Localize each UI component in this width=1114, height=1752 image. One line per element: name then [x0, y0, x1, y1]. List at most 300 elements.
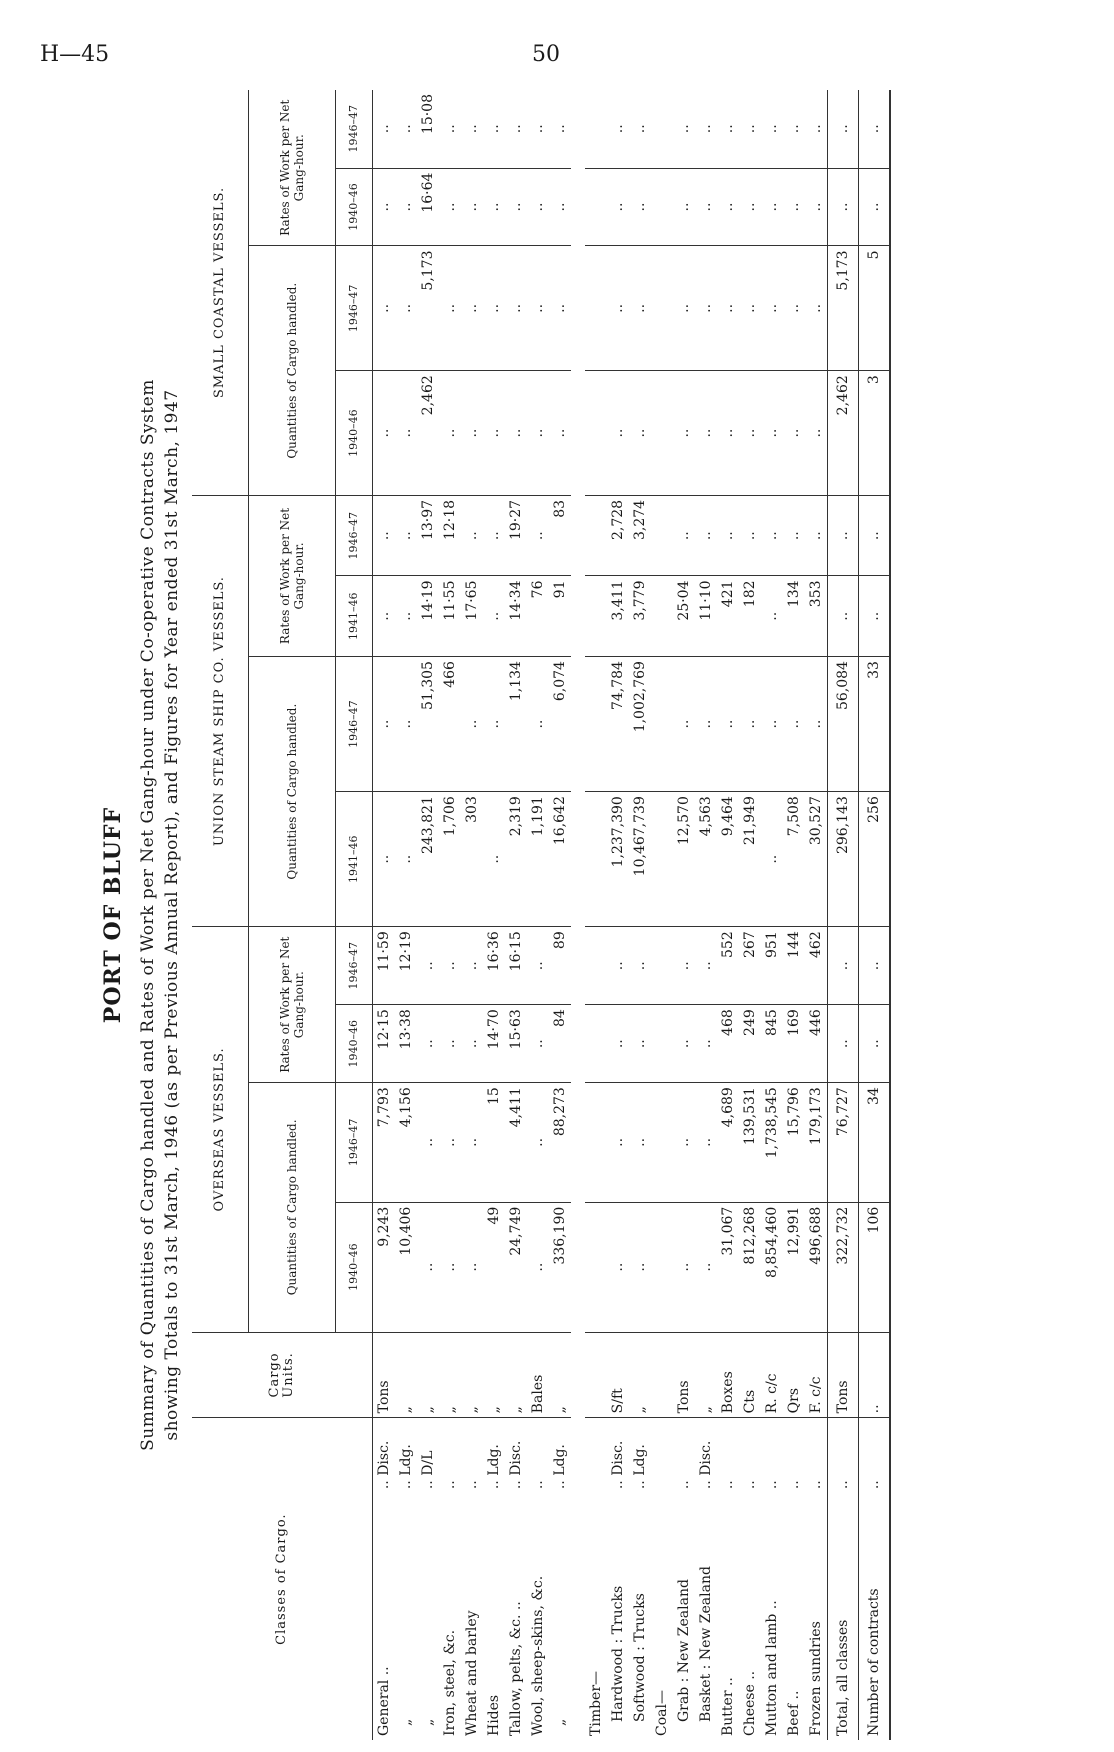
value-cell: ..: [607, 246, 629, 371]
value-cell: ..: [717, 168, 739, 246]
loading-type-cell: .. D/L: [420, 1450, 436, 1490]
value-cell: 16,642: [549, 792, 571, 927]
value-cell: ..: [527, 657, 549, 792]
value-cell: [651, 657, 673, 792]
value-cell: 16·64: [417, 168, 439, 246]
value-cell: 336,190: [549, 1202, 571, 1332]
value-cell: ..: [373, 576, 396, 657]
header-year: 1940–46: [336, 1202, 373, 1332]
value-cell: ..: [695, 371, 717, 496]
value-cell: ..: [549, 168, 571, 246]
page-number: 50: [532, 42, 560, 67]
header-cargo-units: Cargo Units.: [192, 1332, 373, 1418]
cargo-unit-cell: ..: [859, 1332, 891, 1418]
value-cell: ..: [505, 90, 527, 168]
value-cell: ..: [527, 495, 549, 576]
value-cell: 12,991: [783, 1202, 805, 1332]
cargo-unit-cell: „: [483, 1332, 505, 1418]
value-cell: ..: [417, 1083, 439, 1203]
loading-type-cell: ..: [442, 1480, 458, 1490]
value-cell: 11·55: [439, 576, 461, 657]
value-cell: 9,243: [373, 1202, 396, 1332]
value-cell: 34: [859, 1083, 891, 1203]
loading-type-cell: .. Disc.: [508, 1440, 524, 1490]
cargo-class-cell: Timber—: [588, 1670, 604, 1736]
cargo-class-cell: Total, all classes: [828, 1493, 859, 1740]
value-cell: 89: [549, 927, 571, 1005]
value-cell: 76: [527, 576, 549, 657]
value-cell: ..: [417, 1005, 439, 1083]
value-cell: ..: [527, 371, 549, 496]
value-cell: [585, 1083, 607, 1203]
value-cell: ..: [607, 168, 629, 246]
cargo-unit-cell: Bales: [527, 1332, 549, 1418]
value-cell: ..: [717, 371, 739, 496]
value-cell: 3,274: [629, 495, 651, 576]
value-cell: ..: [783, 90, 805, 168]
value-cell: ..: [439, 246, 461, 371]
value-cell: ..: [527, 1202, 549, 1332]
value-cell: 446: [805, 1005, 828, 1083]
cargo-unit-cell: „: [505, 1332, 527, 1418]
loading-type-cell: .. Ldg.: [486, 1444, 502, 1490]
loading-type-cell: ..: [764, 1480, 780, 1490]
value-cell: 91: [549, 576, 571, 657]
value-cell: 33: [859, 657, 891, 792]
cargo-class-cell: Grab : New Zealand: [676, 1579, 692, 1722]
value-cell: [651, 1202, 673, 1332]
value-cell: ..: [461, 90, 483, 168]
value-cell: 1,002,769: [629, 657, 651, 792]
value-cell: ..: [859, 576, 891, 657]
value-cell: [651, 90, 673, 168]
value-cell: [651, 495, 673, 576]
value-cell: ..: [373, 371, 396, 496]
table-body: [373, 90, 891, 1740]
cargo-unit-cell: R. c/c: [761, 1332, 783, 1418]
value-cell: 243,821: [417, 792, 439, 927]
value-cell: ..: [629, 1202, 651, 1332]
value-cell: 169: [783, 1005, 805, 1083]
value-cell: [585, 792, 607, 927]
value-cell: 7,793: [373, 1083, 396, 1203]
value-cell: 4,156: [395, 1083, 417, 1203]
header-overseas-vessels: OVERSEAS VESSELS.: [192, 927, 249, 1332]
cargo-class-cell: Tallow, pelts, &c. ..: [508, 1601, 524, 1736]
value-cell: 84: [549, 1005, 571, 1083]
loading-type-cell: ..: [742, 1480, 758, 1490]
value-cell: ..: [417, 1202, 439, 1332]
value-cell: ..: [607, 1005, 629, 1083]
value-cell: 25·04: [673, 576, 695, 657]
value-cell: 56,084: [828, 657, 859, 792]
value-cell: 256: [859, 792, 891, 927]
value-cell: [651, 371, 673, 496]
value-cell: ..: [805, 657, 828, 792]
value-cell: 2,462: [417, 371, 439, 496]
value-cell: ..: [461, 1083, 483, 1203]
value-cell: 106: [859, 1202, 891, 1332]
value-cell: 10,406: [395, 1202, 417, 1332]
cargo-summary-table: [192, 90, 891, 1740]
value-cell: 17·65: [461, 576, 483, 657]
value-cell: [585, 1202, 607, 1332]
header-year: 1940–46: [336, 371, 373, 496]
table-row: [717, 90, 739, 1740]
value-cell: ..: [805, 168, 828, 246]
header-year: 1941–46: [336, 576, 373, 657]
cargo-class-cell: Iron, steel, &c.: [442, 1629, 458, 1736]
header-rates: Rates of Work per Net Gang-hour.: [249, 927, 336, 1083]
value-cell: 74,784: [607, 657, 629, 792]
value-cell: 4,411: [505, 1083, 527, 1203]
value-cell: ..: [373, 90, 396, 168]
value-cell: 88,273: [549, 1083, 571, 1203]
value-cell: [585, 576, 607, 657]
value-cell: 5: [859, 246, 891, 371]
value-cell: [651, 576, 673, 657]
loading-type-cell: ..: [676, 1480, 692, 1490]
loading-type-cell: ..: [530, 1480, 546, 1490]
value-cell: ..: [527, 927, 549, 1005]
value-cell: ..: [673, 1202, 695, 1332]
value-cell: ..: [859, 495, 891, 576]
loading-type-cell: ..: [859, 1418, 891, 1493]
value-cell: [585, 168, 607, 246]
value-cell: ..: [629, 168, 651, 246]
value-cell: 421: [717, 576, 739, 657]
table-row: [527, 90, 549, 1740]
value-cell: ..: [673, 927, 695, 1005]
value-cell: ..: [483, 657, 505, 792]
loading-type-cell: .. Disc.: [698, 1440, 714, 1490]
value-cell: 83: [549, 495, 571, 576]
value-cell: ..: [783, 168, 805, 246]
value-cell: 2,319: [505, 792, 527, 927]
value-cell: ..: [607, 1202, 629, 1332]
value-cell: ..: [828, 576, 859, 657]
value-cell: ..: [673, 495, 695, 576]
header-year: 1946–47: [336, 927, 373, 1005]
cargo-class-cell: „: [420, 1718, 436, 1726]
value-cell: 296,143: [828, 792, 859, 927]
table-row: [461, 90, 483, 1740]
table-row: [585, 90, 607, 1740]
cargo-class-cell: Hardwood : Trucks: [610, 1585, 626, 1722]
value-cell: ..: [739, 495, 761, 576]
value-cell: ..: [439, 371, 461, 496]
value-cell: 134: [783, 576, 805, 657]
value-cell: 51,305: [417, 657, 439, 792]
value-cell: ..: [695, 1005, 717, 1083]
total-row: [828, 90, 859, 1740]
header-year: 1946–47: [336, 246, 373, 371]
header-year: 1940–46: [336, 168, 373, 246]
value-cell: 2,728: [607, 495, 629, 576]
value-cell: ..: [527, 168, 549, 246]
value-cell: 9,464: [717, 792, 739, 927]
value-cell: 353: [805, 576, 828, 657]
value-cell: ..: [805, 90, 828, 168]
cargo-unit-cell: [651, 1332, 673, 1418]
value-cell: [651, 792, 673, 927]
loading-type-cell: ..: [464, 1480, 480, 1490]
cargo-unit-cell: F. c/c: [805, 1332, 828, 1418]
header-rates: Rates of Work per Net Gang-hour.: [249, 495, 336, 656]
value-cell: ..: [549, 90, 571, 168]
value-cell: 496,688: [805, 1202, 828, 1332]
value-cell: ..: [859, 1005, 891, 1083]
value-cell: 12·15: [373, 1005, 396, 1083]
cargo-class-cell: Softwood : Trucks: [632, 1593, 648, 1722]
value-cell: ..: [695, 927, 717, 1005]
loading-type-cell: .. Disc.: [376, 1440, 392, 1490]
value-cell: ..: [673, 371, 695, 496]
value-cell: ..: [439, 1202, 461, 1332]
value-cell: [585, 1005, 607, 1083]
cargo-unit-cell: [585, 1332, 607, 1418]
value-cell: 3,779: [629, 576, 651, 657]
spacer-cell: [571, 90, 585, 1740]
value-cell: ..: [859, 90, 891, 168]
rotated-table-page: [100, 90, 1100, 1740]
header-year: 1946–47: [336, 495, 373, 576]
loading-type-cell: .. Ldg.: [552, 1444, 568, 1490]
value-cell: ..: [461, 1005, 483, 1083]
value-cell: 179,173: [805, 1083, 828, 1203]
table-row: [505, 90, 527, 1740]
value-cell: ..: [695, 1083, 717, 1203]
value-cell: ..: [395, 90, 417, 168]
value-cell: 182: [739, 576, 761, 657]
header-year: 1946–47: [336, 657, 373, 792]
value-cell: 16·36: [483, 927, 505, 1005]
value-cell: ..: [629, 246, 651, 371]
value-cell: [651, 1005, 673, 1083]
loading-type-cell: .. Disc.: [610, 1440, 626, 1490]
value-cell: ..: [783, 371, 805, 496]
value-cell: ..: [761, 495, 783, 576]
table-row: [739, 90, 761, 1740]
table-row: [549, 90, 571, 1740]
table-row: [651, 90, 673, 1740]
cargo-unit-cell: „: [695, 1332, 717, 1418]
value-cell: ..: [439, 1083, 461, 1203]
table-row: [761, 90, 783, 1740]
cargo-unit-cell: „: [629, 1332, 651, 1418]
value-cell: 5,173: [417, 246, 439, 371]
value-cell: ..: [395, 168, 417, 246]
value-cell: [585, 927, 607, 1005]
value-cell: ..: [717, 495, 739, 576]
value-cell: ..: [695, 495, 717, 576]
loading-type-cell: ..: [828, 1418, 859, 1493]
value-cell: ..: [395, 495, 417, 576]
table-row: [607, 90, 629, 1740]
header-classes-of-cargo: Classes of Cargo.: [192, 1418, 373, 1740]
header-year: 1946–47: [336, 90, 373, 168]
value-cell: ..: [739, 90, 761, 168]
cargo-class-cell: Basket : New Zealand: [698, 1566, 714, 1722]
value-cell: 144: [783, 927, 805, 1005]
value-cell: 466: [439, 657, 461, 792]
value-cell: ..: [373, 657, 396, 792]
value-cell: ..: [739, 657, 761, 792]
value-cell: ..: [527, 1005, 549, 1083]
header-quantities: Quantities of Cargo handled.: [249, 657, 336, 927]
value-cell: 249: [739, 1005, 761, 1083]
value-cell: ..: [761, 792, 783, 927]
table-row: [373, 90, 396, 1740]
value-cell: ..: [739, 371, 761, 496]
cargo-class-cell: Wool, sheep-skins, &c.: [530, 1575, 546, 1736]
value-cell: 16·15: [505, 927, 527, 1005]
value-cell: ..: [761, 371, 783, 496]
value-cell: 30,527: [805, 792, 828, 927]
value-cell: ..: [483, 90, 505, 168]
value-cell: ..: [761, 246, 783, 371]
value-cell: 3,411: [607, 576, 629, 657]
value-cell: ..: [461, 657, 483, 792]
value-cell: 462: [805, 927, 828, 1005]
value-cell: ..: [373, 246, 396, 371]
value-cell: ..: [483, 371, 505, 496]
value-cell: [651, 927, 673, 1005]
value-cell: 76,727: [828, 1083, 859, 1203]
value-cell: ..: [805, 246, 828, 371]
value-cell: ..: [717, 657, 739, 792]
value-cell: ..: [783, 246, 805, 371]
header-union-vessels: UNION STEAM SHIP CO. VESSELS.: [192, 495, 249, 926]
loading-type-cell: .. Ldg.: [398, 1444, 414, 1490]
value-cell: 19·27: [505, 495, 527, 576]
value-cell: 3: [859, 371, 891, 496]
value-cell: ..: [673, 246, 695, 371]
value-cell: ..: [395, 657, 417, 792]
cargo-class-cell: Beef ..: [786, 1690, 802, 1736]
value-cell: ..: [373, 792, 396, 927]
cargo-class-cell: Frozen sundries: [808, 1621, 824, 1736]
value-cell: ..: [505, 246, 527, 371]
header-year: 1941–46: [336, 792, 373, 927]
value-cell: 303: [461, 792, 483, 927]
value-cell: ..: [607, 90, 629, 168]
header-year: 1940–46: [336, 1005, 373, 1083]
spacer-row: [571, 90, 585, 1740]
value-cell: ..: [483, 495, 505, 576]
value-cell: 49: [483, 1202, 505, 1332]
value-cell: 13·38: [395, 1005, 417, 1083]
value-cell: 15,796: [783, 1083, 805, 1203]
header-coastal-vessels: SMALL COASTAL VESSELS.: [192, 90, 249, 495]
value-cell: 4,689: [717, 1083, 739, 1203]
value-cell: 10,467,739: [629, 792, 651, 927]
value-cell: 139,531: [739, 1083, 761, 1203]
value-cell: ..: [439, 927, 461, 1005]
loading-type-cell: ..: [720, 1480, 736, 1490]
value-cell: 14·70: [483, 1005, 505, 1083]
value-cell: ..: [549, 371, 571, 496]
value-cell: [651, 1083, 673, 1203]
value-cell: ..: [607, 371, 629, 496]
value-cell: 13·97: [417, 495, 439, 576]
value-cell: ..: [739, 168, 761, 246]
value-cell: ..: [739, 246, 761, 371]
value-cell: 322,732: [828, 1202, 859, 1332]
cargo-unit-cell: Qrs: [783, 1332, 805, 1418]
value-cell: [651, 168, 673, 246]
value-cell: 552: [717, 927, 739, 1005]
document-title: PORT OF BLUFF: [100, 806, 126, 1024]
value-cell: 14·19: [417, 576, 439, 657]
value-cell: 2,462: [828, 371, 859, 496]
cargo-unit-cell: „: [549, 1332, 571, 1418]
cargo-class-cell: General ..: [376, 1666, 392, 1736]
cargo-unit-cell: „: [395, 1332, 417, 1418]
value-cell: 15·08: [417, 90, 439, 168]
table-row: [673, 90, 695, 1740]
value-cell: ..: [461, 495, 483, 576]
value-cell: ..: [673, 168, 695, 246]
value-cell: 951: [761, 927, 783, 1005]
value-cell: ..: [761, 576, 783, 657]
cargo-unit-cell: Boxes: [717, 1332, 739, 1418]
value-cell: ..: [395, 246, 417, 371]
cargo-class-cell: Mutton and lamb ..: [764, 1600, 780, 1736]
value-cell: ..: [373, 168, 396, 246]
value-cell: 7,508: [783, 792, 805, 927]
value-cell: ..: [761, 90, 783, 168]
cargo-unit-cell: S/ft: [607, 1332, 629, 1418]
table-row: [805, 90, 828, 1740]
value-cell: ..: [783, 495, 805, 576]
cargo-unit-cell: Tons: [373, 1332, 396, 1418]
value-cell: ..: [673, 657, 695, 792]
value-cell: 8,854,460: [761, 1202, 783, 1332]
value-cell: ..: [673, 1005, 695, 1083]
cargo-unit-cell: „: [417, 1332, 439, 1418]
value-cell: ..: [859, 168, 891, 246]
value-cell: ..: [439, 90, 461, 168]
value-cell: 845: [761, 1005, 783, 1083]
value-cell: ..: [828, 168, 859, 246]
value-cell: ..: [805, 371, 828, 496]
value-cell: ..: [461, 246, 483, 371]
value-cell: 12,570: [673, 792, 695, 927]
value-cell: ..: [673, 1083, 695, 1203]
value-cell: ..: [859, 927, 891, 1005]
value-cell: ..: [828, 90, 859, 168]
value-cell: 12·19: [395, 927, 417, 1005]
value-cell: 1,134: [505, 657, 527, 792]
value-cell: ..: [607, 927, 629, 1005]
value-cell: 24,749: [505, 1202, 527, 1332]
value-cell: ..: [607, 1083, 629, 1203]
table-row: [695, 90, 717, 1740]
value-cell: 1,706: [439, 792, 461, 927]
loading-type-cell: ..: [786, 1480, 802, 1490]
value-cell: 812,268: [739, 1202, 761, 1332]
value-cell: [585, 246, 607, 371]
table-row: [483, 90, 505, 1740]
value-cell: 5,173: [828, 246, 859, 371]
value-cell: ..: [629, 927, 651, 1005]
value-cell: [585, 657, 607, 792]
loading-type-cell: [651, 1418, 673, 1493]
value-cell: ..: [629, 1005, 651, 1083]
value-cell: 468: [717, 1005, 739, 1083]
cargo-class-cell: Coal—: [654, 1690, 670, 1736]
